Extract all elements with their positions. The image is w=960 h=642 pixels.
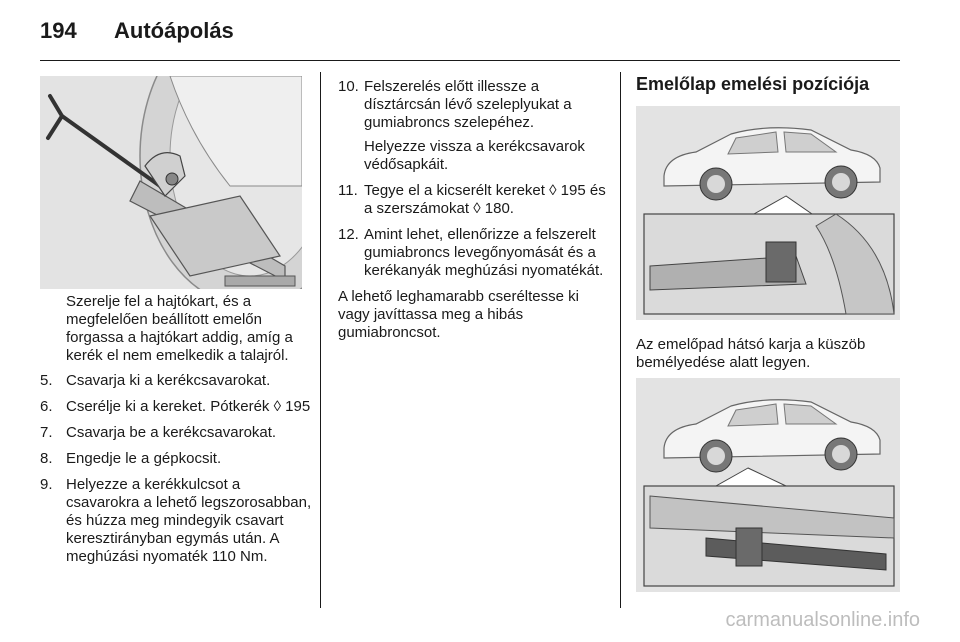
intro-paragraph: Szerelje fel a hajtókart, és a megfelelően beállított emelőn forgassa a hajtókart addig, amíg a kerék el nem emelkedik a talajról. — [66, 293, 293, 364]
list-item: 10. Felszerelés előtt illessze a dísztárcsán lévő szeleplyukat a gumiabroncs szelepéhez. Helyezze vissza a kerékcsavarok védősapkáit. — [338, 78, 606, 174]
page-number: 194 — [40, 18, 77, 43]
list-item: 7. Csavarja be a kerékcsavarokat. — [40, 424, 277, 441]
list-item: 11. Tegye el a kicserélt kereket ◊ 195 és a szerszámokat ◊ 180. — [338, 182, 606, 217]
sub-paragraph: Helyezze vissza a kerékcsavarok védősapkáit. — [364, 138, 585, 173]
column-divider-left — [320, 72, 321, 608]
header-rule — [40, 60, 900, 61]
watermark: carmanualsonline.info — [725, 609, 920, 631]
jack-crank-illustration — [40, 76, 302, 289]
list-item: 5. Csavarja ki a kerékcsavarokat. — [40, 372, 271, 389]
column-divider-right — [620, 72, 621, 608]
list-item: 6. Cserélje ki a kereket. Pótkerék ◊ 195 — [40, 398, 311, 415]
car-lift-illustration-bottom — [636, 378, 900, 592]
page-title: Autóápolás — [114, 18, 234, 43]
list-item: 9. Helyezze a kerékkulcsot a csavarokra a lehető legszorosabban, és húzza meg mindegyik csavart keresztirányban egymás után. A meghúzási nyomaték 110 Nm. — [40, 476, 312, 565]
car-lift-illustration-top — [636, 106, 900, 320]
column-2-text — [338, 78, 606, 349]
list-item: 8. Engedje le a gépkocsit. — [40, 450, 222, 467]
caption: Az emelőpad hátsó karja a küszöb bemélyedése alatt legyen. — [636, 336, 866, 371]
closing-paragraph: A lehető leghamarabb cseréltesse ki vagy javíttassa meg a hibás gumiabroncsot. — [338, 288, 579, 341]
list-item: 12. Amint lehet, ellenőrizze a felszerelt gumiabroncs levegőnyomását és a kerékanyák meghúzási nyomatékát. — [338, 226, 604, 279]
column-1-text — [40, 293, 312, 574]
section-title: Emelőlap emelési pozíciója — [636, 74, 870, 94]
